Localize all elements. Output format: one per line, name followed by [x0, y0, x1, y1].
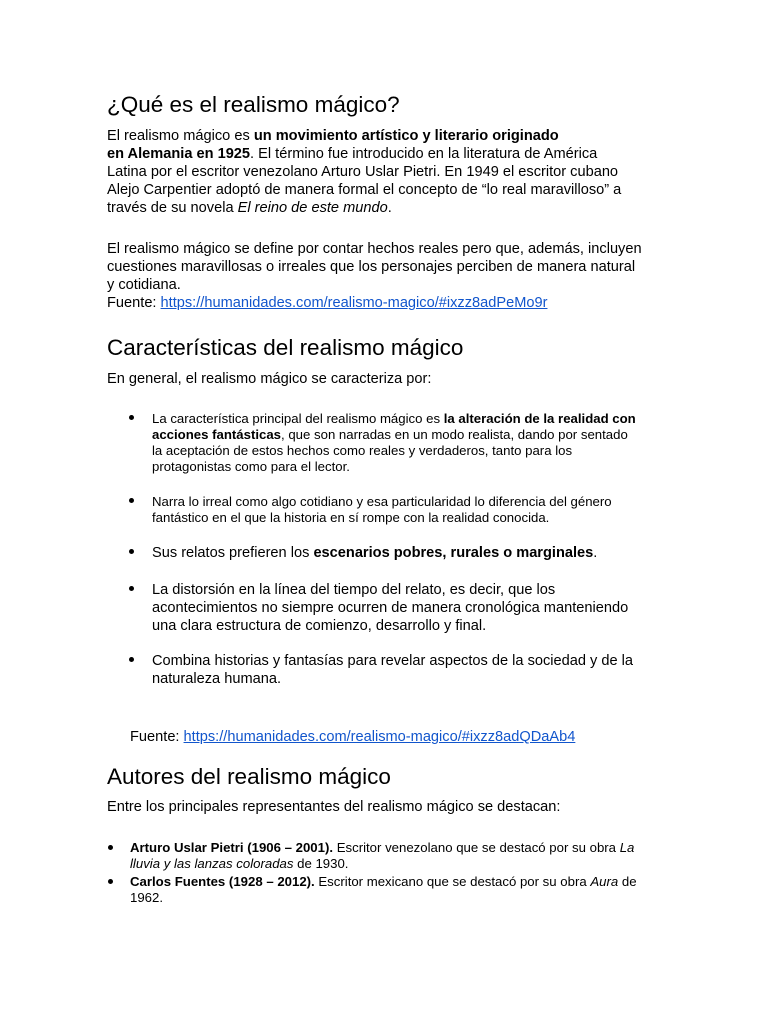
- intro-paragraph-1: [107, 127, 707, 217]
- heading-que-es: ¿Qué es el realismo mágico?: [107, 92, 400, 117]
- italic-title: La: [619, 840, 635, 855]
- text-run: cuestiones maravillosas o irreales que los personajes perciben de manera natural: [107, 259, 636, 275]
- bullet-icon: [129, 586, 134, 591]
- text-run: fantástico en el que la historia en sí rompe con la realidad conocida.: [152, 510, 550, 525]
- bullet-icon: [108, 879, 113, 884]
- text-run: la aceptación de estos hechos como reales y verdaderos, tanto para los: [152, 443, 573, 458]
- intro-paragraph-2: [107, 240, 727, 312]
- author-name: Carlos Fuentes (1928 – 2012).: [130, 874, 315, 889]
- heading-caracteristicas: Características del realismo mágico: [107, 335, 464, 360]
- text-run: Escritor mexicano que se destacó por su obra: [314, 874, 591, 889]
- text-run: acontecimientos no siempre ocurren de manera cronológica manteniendo: [152, 600, 629, 616]
- text-run: Alejo Carpentier adoptó de manera formal el concepto de “lo real maravilloso” a: [107, 182, 622, 198]
- bold-run: la alteración de la realidad con: [443, 411, 636, 426]
- text-run: La distorsión en la línea del tiempo del relato, es decir, que los: [152, 582, 556, 598]
- author-item-1: [130, 840, 670, 872]
- authors-intro: Entre los principales representantes del realismo mágico se destacan:: [107, 799, 561, 815]
- bullet-icon: [129, 498, 134, 503]
- characteristic-item-1: [152, 411, 692, 475]
- characteristics-source: [130, 728, 575, 746]
- text-run: El realismo mágico es: [107, 128, 254, 144]
- text-run: .: [593, 545, 598, 561]
- author-name: Arturo Uslar Pietri (1906 – 2001).: [130, 840, 334, 855]
- bullet-icon: [108, 845, 113, 850]
- characteristic-item-4: [152, 581, 712, 635]
- characteristic-item-5: [152, 652, 712, 688]
- text-run: Sus relatos prefieren los: [152, 545, 314, 561]
- bold-run: un movimiento artístico y literario originado: [253, 128, 559, 144]
- text-run: través de su novela: [107, 200, 238, 216]
- text-run: una clara estructura de comienzo, desarrollo y final.: [152, 618, 487, 634]
- source-label: Fuente:: [107, 295, 161, 311]
- source-link[interactable]: https://humanidades.com/realismo-magico/#ixzz8adPeMo9r: [160, 295, 548, 311]
- text-run: El realismo mágico se define por contar hechos reales pero que, además, incluyen: [107, 241, 642, 257]
- text-run: de: [618, 874, 637, 889]
- text-run: .: [387, 200, 392, 216]
- characteristic-item-2: [152, 494, 692, 526]
- source-label: Fuente:: [130, 729, 184, 745]
- text-run: protagonistas como para el lector.: [152, 459, 350, 474]
- text-run: naturaleza humana.: [152, 671, 281, 687]
- heading-autores: Autores del realismo mágico: [107, 764, 391, 789]
- text-run: Combina historias y fantasías para revelar aspectos de la sociedad y de la: [152, 653, 634, 669]
- text-run: . El término fue introducido en la literatura de América: [250, 146, 598, 162]
- author-item-2: [130, 874, 670, 906]
- text-run: Latina por el escritor venezolano Arturo Uslar Pietri. En 1949 el escritor cubano: [107, 164, 619, 180]
- bullet-icon: [129, 415, 134, 420]
- bold-run: en Alemania en 1925: [107, 146, 251, 162]
- text-run: , que son narradas en un modo realista, dando por sentado: [281, 427, 628, 442]
- text-run: de 1930.: [293, 856, 349, 871]
- characteristic-item-3: [152, 544, 712, 562]
- italic-title: El reino de este mundo: [237, 200, 388, 216]
- italic-title: Aura: [590, 874, 619, 889]
- bullet-icon: [129, 657, 134, 662]
- text-run: 1962.: [130, 890, 164, 905]
- source-link[interactable]: https://humanidades.com/realismo-magico/#ixzz8adQDaAb4: [183, 729, 576, 745]
- characteristics-intro: En general, el realismo mágico se caracteriza por:: [107, 371, 432, 387]
- bullet-icon: [129, 549, 134, 554]
- text-run: Narra lo irreal como algo cotidiano y esa particularidad lo diferencia del género: [152, 494, 612, 509]
- italic-title: lluvia y las lanzas coloradas: [130, 856, 294, 871]
- bold-run: acciones fantásticas: [152, 427, 282, 442]
- text-run: Escritor venezolano que se destacó por su obra: [333, 840, 620, 855]
- text-run: y cotidiana.: [107, 277, 181, 293]
- text-run: La característica principal del realismo mágico es: [152, 411, 444, 426]
- bold-run: escenarios pobres, rurales o marginales: [313, 545, 594, 561]
